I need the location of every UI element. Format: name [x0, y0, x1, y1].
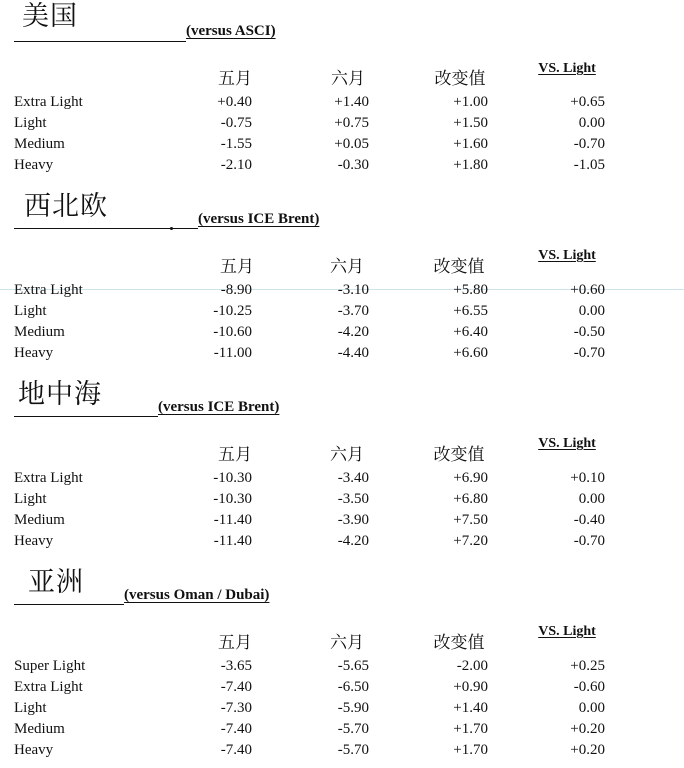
cell-vs-light: -0.70	[573, 533, 605, 549]
cell-june: -4.20	[337, 533, 369, 549]
cell-change: +1.70	[453, 742, 488, 758]
table-row	[0, 282, 684, 303]
cell-change: +6.40	[453, 324, 488, 340]
cell-june: -5.90	[337, 700, 369, 716]
cell-may: -10.30	[213, 470, 252, 486]
col-header-change: 改变值	[433, 633, 485, 653]
col-header-change: 改变值	[433, 445, 485, 465]
table-row	[0, 470, 684, 491]
section-title: 西北欧	[24, 191, 108, 222]
cell-june: -4.20	[337, 324, 369, 340]
row-grade: Medium	[14, 136, 65, 152]
cell-may: -10.60	[213, 324, 252, 340]
cell-may: -10.25	[213, 303, 252, 319]
cell-change: +7.50	[453, 512, 488, 528]
cell-may: -8.90	[220, 282, 252, 298]
cell-june: -5.70	[337, 742, 369, 758]
cell-vs-light: 0.00	[578, 303, 605, 319]
col-header-may: 五月	[218, 69, 252, 89]
title-underline	[14, 416, 158, 417]
cell-change: +1.00	[453, 94, 488, 110]
table-row	[0, 491, 684, 512]
cell-june: -5.70	[337, 721, 369, 737]
table-row	[0, 94, 684, 115]
col-header-vs-light: VS. Light	[538, 61, 596, 76]
cell-change: +1.40	[453, 700, 488, 716]
table-row	[0, 679, 684, 700]
cell-may: -7.40	[220, 721, 252, 737]
row-grade: Medium	[14, 324, 65, 340]
row-grade: Extra Light	[14, 679, 83, 695]
cell-change: +0.90	[453, 679, 488, 695]
col-header-june: 六月	[330, 257, 364, 277]
table-row	[0, 658, 684, 679]
cell-may: -7.40	[220, 742, 252, 758]
benchmark-label: (versus ICE Brent)	[158, 399, 280, 415]
cell-june: -5.65	[337, 658, 369, 674]
cell-vs-light: 0.00	[578, 491, 605, 507]
col-header-june: 六月	[330, 633, 364, 653]
section-title: 地中海	[18, 379, 102, 410]
cell-may: +0.40	[217, 94, 252, 110]
cell-vs-light: +0.25	[570, 658, 605, 674]
cell-change: +6.55	[453, 303, 488, 319]
cell-change: +6.80	[453, 491, 488, 507]
table-row	[0, 742, 684, 763]
cell-june: +0.05	[334, 136, 369, 152]
benchmark-label: (versus ICE Brent)	[198, 211, 320, 227]
cell-may: -3.65	[220, 658, 252, 674]
row-grade: Light	[14, 115, 47, 131]
table-row	[0, 324, 684, 345]
row-grade: Heavy	[14, 533, 54, 549]
cell-vs-light: -0.60	[573, 679, 605, 695]
col-header-may: 五月	[218, 445, 252, 465]
row-grade: Heavy	[14, 345, 54, 361]
cell-change: +1.80	[453, 157, 488, 173]
cell-vs-light: 0.00	[578, 700, 605, 716]
section-title: 美国	[22, 1, 78, 32]
cell-june: -3.50	[337, 491, 369, 507]
cell-vs-light: +0.10	[570, 470, 605, 486]
cell-vs-light: -0.70	[573, 345, 605, 361]
table-row	[0, 157, 684, 178]
cell-june: -3.70	[337, 303, 369, 319]
cell-may: -2.10	[220, 157, 252, 173]
cell-june: +0.75	[334, 115, 369, 131]
cell-vs-light: +0.20	[570, 742, 605, 758]
col-header-may: 五月	[220, 257, 254, 277]
cell-change: +7.20	[453, 533, 488, 549]
cell-june: -3.90	[337, 512, 369, 528]
cell-may: -7.30	[220, 700, 252, 716]
col-header-vs-light: VS. Light	[538, 436, 596, 451]
table-row	[0, 533, 684, 554]
cell-vs-light: 0.00	[578, 115, 605, 131]
cell-vs-light: -0.50	[573, 324, 605, 340]
cell-may: -1.55	[220, 136, 252, 152]
row-grade: Medium	[14, 512, 65, 528]
table-row	[0, 512, 684, 533]
title-underline	[14, 41, 186, 42]
row-grade: Extra Light	[14, 94, 83, 110]
cell-change: +1.60	[453, 136, 488, 152]
table-row	[0, 303, 684, 324]
col-header-vs-light: VS. Light	[538, 248, 596, 263]
cell-change: +1.50	[453, 115, 488, 131]
cell-may: -7.40	[220, 679, 252, 695]
col-header-june: 六月	[330, 445, 364, 465]
table-row	[0, 700, 684, 721]
col-header-june: 六月	[331, 69, 365, 89]
cell-change: +6.90	[453, 470, 488, 486]
cell-may: -11.40	[213, 533, 252, 549]
row-grade: Light	[14, 303, 47, 319]
benchmark-label: (versus Oman / Dubai)	[124, 587, 270, 603]
cell-june: -3.40	[337, 470, 369, 486]
section-title: 亚洲	[28, 567, 84, 598]
cell-change: -2.00	[456, 658, 488, 674]
row-grade: Extra Light	[14, 470, 83, 486]
row-grade: Super Light	[14, 658, 86, 674]
cell-change: +5.80	[453, 282, 488, 298]
cell-june: -0.30	[337, 157, 369, 173]
cell-vs-light: +0.60	[570, 282, 605, 298]
table-row	[0, 721, 684, 742]
cell-may: -11.40	[213, 512, 252, 528]
col-header-change: 改变值	[433, 257, 485, 277]
benchmark-label: (versus ASCI)	[186, 23, 276, 39]
col-header-change: 改变值	[434, 69, 486, 89]
cell-may: -10.30	[213, 491, 252, 507]
row-grade: Light	[14, 491, 47, 507]
cell-vs-light: -1.05	[573, 157, 605, 173]
cell-june: -6.50	[337, 679, 369, 695]
cell-may: -0.75	[220, 115, 252, 131]
cell-vs-light: +0.20	[570, 721, 605, 737]
col-header-vs-light: VS. Light	[538, 624, 596, 639]
cell-june: -4.40	[337, 345, 369, 361]
row-grade: Heavy	[14, 742, 54, 758]
cell-change: +6.60	[453, 345, 488, 361]
col-header-may: 五月	[218, 633, 252, 653]
title-underline	[14, 228, 198, 229]
table-row	[0, 345, 684, 366]
cell-vs-light: -0.40	[573, 512, 605, 528]
cell-change: +1.70	[453, 721, 488, 737]
row-grade: Heavy	[14, 157, 54, 173]
cell-june: -3.10	[337, 282, 369, 298]
row-grade: Medium	[14, 721, 65, 737]
cell-vs-light: +0.65	[570, 94, 605, 110]
table-row	[0, 115, 684, 136]
title-underline	[14, 604, 124, 605]
row-grade: Light	[14, 700, 47, 716]
table-row	[0, 136, 684, 157]
cell-vs-light: -0.70	[573, 136, 605, 152]
cell-june: +1.40	[334, 94, 369, 110]
row-grade: Extra Light	[14, 282, 83, 298]
cell-may: -11.00	[213, 345, 252, 361]
